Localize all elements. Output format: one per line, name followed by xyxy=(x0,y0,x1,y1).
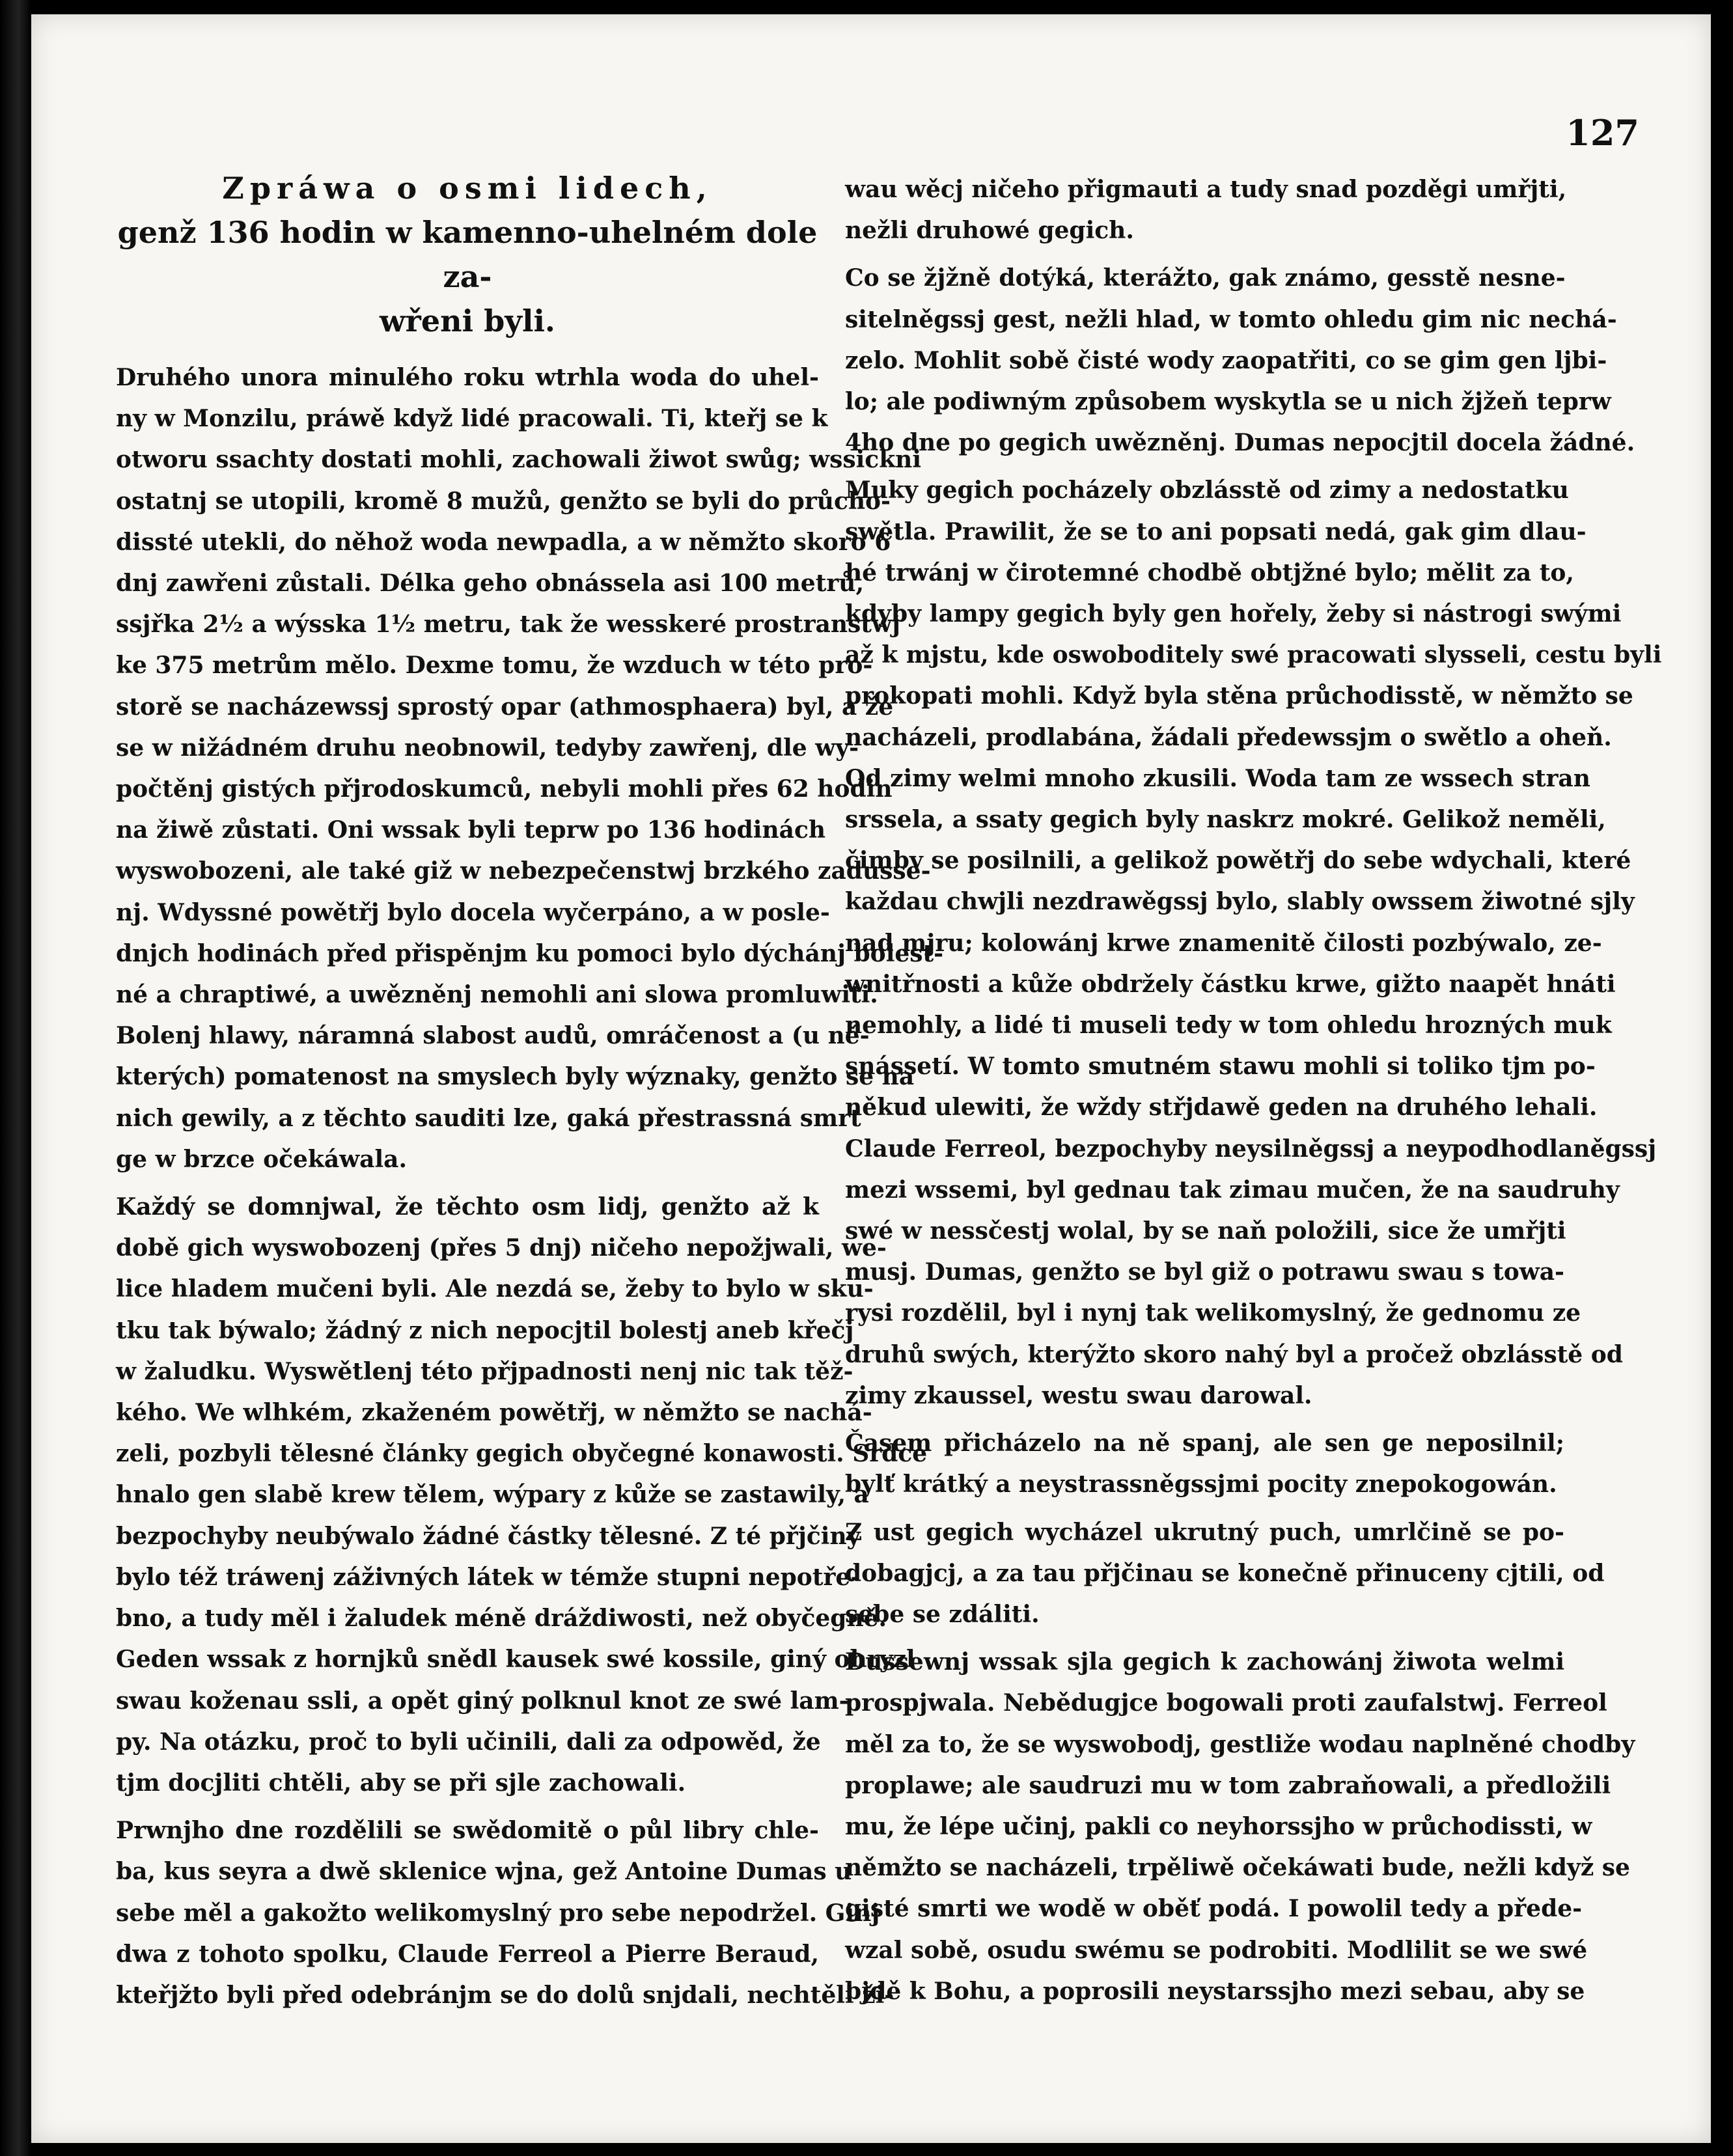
text-line: zimy zkaussel, westu swau darowal. xyxy=(845,1381,1312,1409)
text-line: lo; ale podiwným způsobem wyskytla se u nich žjžeň teprw xyxy=(845,388,1611,416)
text-line: bno, a tudy měl i žaludek méně dráždiwosti, než obyčegně. xyxy=(116,1605,887,1633)
text-line: Geden wssak z hornjků snědl kausek swé kossile, giný ohryzl xyxy=(116,1646,915,1674)
text-line: zelo. Mohlit sobě čisté wody zaopatřiti, co se gim gen ljbi- xyxy=(845,346,1607,374)
text-line: na žiwě zůstati. Oni wssak byli teprw po 136 hodinách xyxy=(116,816,826,844)
text-line: Dussewnj wssak sjla gegich k zachowánj žiwota welmi xyxy=(845,1648,1564,1676)
text-line: nad mjru; kolowánj krwe znamenitě čilosti pozbýwalo, ze- xyxy=(845,929,1602,957)
text-line: Claude Ferreol, bezpochyby neysilněgssj a neypodhodlaněgssj xyxy=(845,1135,1657,1163)
text-line: proplawe; ale saudruzi mu w tom zabraňowali, a předložili xyxy=(845,1771,1611,1799)
text-line: době gich wyswobozenj (přes 5 dnj) ničeho nepožjwali, we- xyxy=(116,1234,887,1262)
text-line: nacházeli, prodlabána, žádali předewssjm o swětlo a oheň. xyxy=(845,723,1612,751)
text-line: nemohly, a lidé ti museli tedy w tom ohledu hrozných muk xyxy=(845,1012,1612,1040)
text-line: py. Na otázku, proč to byli učinili, dali za odpowěd, že xyxy=(116,1728,821,1756)
text-line: mu, že lépe učinj, pakli co neyhorssjho w průchodissti, w xyxy=(845,1812,1592,1840)
article-title-line-1: Zpráwa o osmi lidech, xyxy=(222,171,713,206)
text-line: Časem přicházelo na ně spanj, ale sen ge neposilnil; xyxy=(845,1430,1564,1458)
text-line: dobagjcj, a za tau přjčinau se konečně přinuceny cjtili, od xyxy=(845,1559,1605,1587)
text-line: swau koženau ssli, a opět giný polknul knot ze swé lam- xyxy=(116,1687,849,1715)
article-title xyxy=(116,166,819,343)
text-line: bjdě k Bohu, a poprosili neystarssjho mezi sebau, aby se xyxy=(845,1977,1585,2005)
paragraph xyxy=(845,1642,1635,2012)
text-line: wzal sobě, osudu swému se podrobiti. Modlilit se we swé xyxy=(845,1936,1588,1964)
book-page xyxy=(31,14,1711,2143)
text-line: mezi wssemi, byl gednau tak zimau mučen, že na saudruhy xyxy=(845,1176,1620,1204)
text-line: zeli, pozbyli tělesné články gegich obyčegné konawosti. Srdce xyxy=(116,1440,928,1468)
text-line: Od zimy welmi mnoho zkusili. Woda tam ze wssech stran xyxy=(845,764,1590,792)
text-line: Bolenj hlawy, náramná slabost audů, omráčenost a (u ně- xyxy=(116,1022,870,1050)
text-line: kterých) pomatenost na smyslech byly wýznaky, genžto se na xyxy=(116,1063,915,1091)
paragraph xyxy=(845,169,1567,251)
text-line: ba, kus seyra a dwě sklenice wjna, gež Antoine Dumas u xyxy=(116,1858,852,1886)
text-line: tjm docjliti chtěli, aby se při sjle zachowali. xyxy=(116,1769,686,1797)
text-line: ostatnj se utopili, kromě 8 mužů, genžto se byli do průcho- xyxy=(116,487,891,515)
text-line: rysi rozdělil, byl i nynj tak welikomyslný, že gednomu ze xyxy=(845,1299,1581,1327)
text-line: počtěnj gistých přjrodoskumců, nebyli mohli přes 62 hodin xyxy=(116,775,893,803)
text-line: wyswobozeni, ale také giž w nebezpečenstwj brzkého zadusse- xyxy=(116,857,931,885)
text-line: gisté smrti we wodě w oběť podá. I powolil tedy a přede- xyxy=(845,1895,1583,1923)
text-line: wnitřnosti a kůže obdržely částku krwe, gižto naapět hnáti xyxy=(845,970,1616,998)
text-line: Z ust gegich wycházel ukrutný puch, umrlčině se po- xyxy=(845,1518,1564,1546)
text-line: bylť krátký a neystrassněgssjmi pocity znepokogowán. xyxy=(845,1471,1557,1499)
text-line: Každý se domnjwal, že těchto osm lidj, genžto až k xyxy=(116,1193,819,1221)
text-line: hnalo gen slabě krew tělem, wýpary z kůže se zastawily, a xyxy=(116,1481,869,1509)
text-line: kdyby lampy gegich byly gen hořely, žeby si nástrogi swými xyxy=(845,600,1622,628)
text-line: swětla. Prawilit, že se to ani popsati nedá, gak gim dlau- xyxy=(845,518,1587,546)
text-line: wau wěcj ničeho přigmauti a tudy snad pozděgi umřjti, xyxy=(845,176,1567,203)
text-line: sebe měl a gakožto welikomyslný pro sebe nepodržel. Ginj xyxy=(116,1899,880,1927)
text-line: nich gewily, a z těchto sauditi lze, gaká přestrassná smrt xyxy=(116,1104,861,1132)
text-line: se w nižádném druhu neobnowil, tedyby zawřenj, dle wy- xyxy=(116,734,859,762)
text-line: tku tak býwalo; žádný z nich nepocjtil bolestj aneb křečj xyxy=(116,1316,854,1344)
text-line: né a chraptiwé, a uwězněnj nemohli ani slowa promluwiti. xyxy=(116,981,878,1009)
paragraph xyxy=(845,1512,1605,1636)
paragraph xyxy=(845,470,1662,1417)
text-line: nežli druhowé gegich. xyxy=(845,217,1134,245)
text-line: dissté utekli, do něhož woda newpadla, a w němžto skoro 6 xyxy=(116,528,891,556)
text-line: kého. We wlhkém, zkaženém powětřj, w němžto se nachá- xyxy=(116,1399,872,1427)
paragraph xyxy=(116,357,944,1180)
text-line: nj. Wdyssné powětřj bylo docela wyčerpáno, a w posle- xyxy=(116,898,830,926)
text-line: lice hladem mučeni byli. Ale nezdá se, žeby to bylo w sku- xyxy=(116,1275,874,1303)
text-line: druhů swých, kterýžto skoro nahý byl a pročež obzlásstě od xyxy=(845,1340,1623,1368)
text-line: prokopati mohli. Když byla stěna průchodisstě, w němžto se xyxy=(845,682,1633,710)
text-line: až k mjstu, kde oswoboditely swé pracowati slysseli, cestu byli xyxy=(845,641,1662,669)
text-line: storě se nacházewssj sprostý opar (athmosphaera) byl, a že xyxy=(116,693,894,721)
text-line: Muky gegich pocházely obzlásstě od zimy a nedostatku xyxy=(845,477,1569,504)
text-line: každau chwjli nezdrawěgssj bylo, slably owssem žiwotné sjly xyxy=(845,888,1635,916)
text-line: sitelněgssj gest, nežli hlad, w tomto ohledu gim nic nechá- xyxy=(845,305,1617,333)
text-line: Prwnjho dne rozdělili se swědomitě o půl libry chle- xyxy=(116,1817,819,1845)
text-line: swé w nessčestj wolal, by se naň položili, sice že umřjti xyxy=(845,1217,1566,1245)
text-line: kteřjžto byli před odebránjm se do dolů snjdali, nechtěli ži- xyxy=(116,1981,894,2009)
text-line: otworu ssachty dostati mohli, zachowali žiwot swůg; wssickni xyxy=(116,446,921,474)
paragraph xyxy=(845,1423,1564,1505)
right-column xyxy=(845,169,1662,2019)
text-line: ssjřka 2½ a wýsska 1½ metru, tak že wesskeré prostranstwj xyxy=(116,611,900,639)
text-line: bylo též tráwenj záživných látek w témže stupni nepotře- xyxy=(116,1563,861,1591)
text-line: snássetí. W tomto smutném stawu mohli si toliko tjm po- xyxy=(845,1053,1596,1081)
text-line: sebe se zdáliti. xyxy=(845,1600,1040,1628)
text-line: němžto se nacházeli, trpěliwě očekáwati bude, nežli když se xyxy=(845,1854,1630,1882)
text-line: dwa z tohoto spolku, Claude Ferreol a Pierre Beraud, xyxy=(116,1940,819,1968)
paragraph xyxy=(116,1187,928,1804)
text-line: čimby se posilnili, a gelikož powětřj do sebe wdychali, které xyxy=(845,847,1631,875)
text-line: musj. Dumas, genžto se byl giž o potrawu swau s towa- xyxy=(845,1258,1564,1286)
text-line: Co se žjžně dotýká, kterážto, gak známo, gesstě nesne- xyxy=(845,264,1566,292)
text-line: dnjch hodinách před přispěnjm ku pomoci bylo dýchánj bolest- xyxy=(116,939,944,967)
text-line: ny w Monzilu, práwě když lidé pracowali. Ti, kteřj se k xyxy=(116,405,828,433)
text-line: dnj zawřeni zůstali. Délka geho obnássela asi 100 metrů, xyxy=(116,570,865,598)
text-line: někud ulewiti, že wždy střjdawě geden na druhého lehali. xyxy=(845,1094,1598,1122)
text-line: hé trwánj w čirotemné chodbě obtjžné bylo; mělit za to, xyxy=(845,559,1574,587)
article-title-line-2: genž 136 hodin w kamenno-uhelném dole za- xyxy=(117,215,818,294)
text-line: w žaludku. Wyswětlenj této přjpadnosti nenj nic tak těž- xyxy=(116,1357,853,1385)
article-title-line-3: wřeni byli. xyxy=(380,303,555,339)
text-line: Druhého unora minulého roku wtrhla woda do uhel- xyxy=(116,364,819,391)
text-line: 4ho dne po gegich uwězněnj. Dumas nepocjtil docela žádné. xyxy=(845,429,1635,457)
text-line: prospjwala. Nebědugjce bogowali proti zaufalstwj. Ferreol xyxy=(845,1689,1607,1717)
paragraph xyxy=(116,1810,894,2016)
page-number: 127 xyxy=(1566,112,1639,154)
book-spine xyxy=(0,0,31,2156)
text-line: ke 375 metrům mělo. Dexme tomu, že wzduch w této pro- xyxy=(116,652,873,680)
text-line: bezpochyby neubýwalo žádné částky tělesné. Z té přjčiny xyxy=(116,1522,861,1550)
text-line: srssela, a ssaty gegich byly naskrz mokré. Gelikož neměli, xyxy=(845,806,1606,834)
paragraph xyxy=(845,258,1635,463)
text-line: ge w brzce očekáwala. xyxy=(116,1145,408,1173)
text-line: měl za to, že se wyswobodj, gestliže wodau naplněné chodby xyxy=(845,1730,1635,1758)
